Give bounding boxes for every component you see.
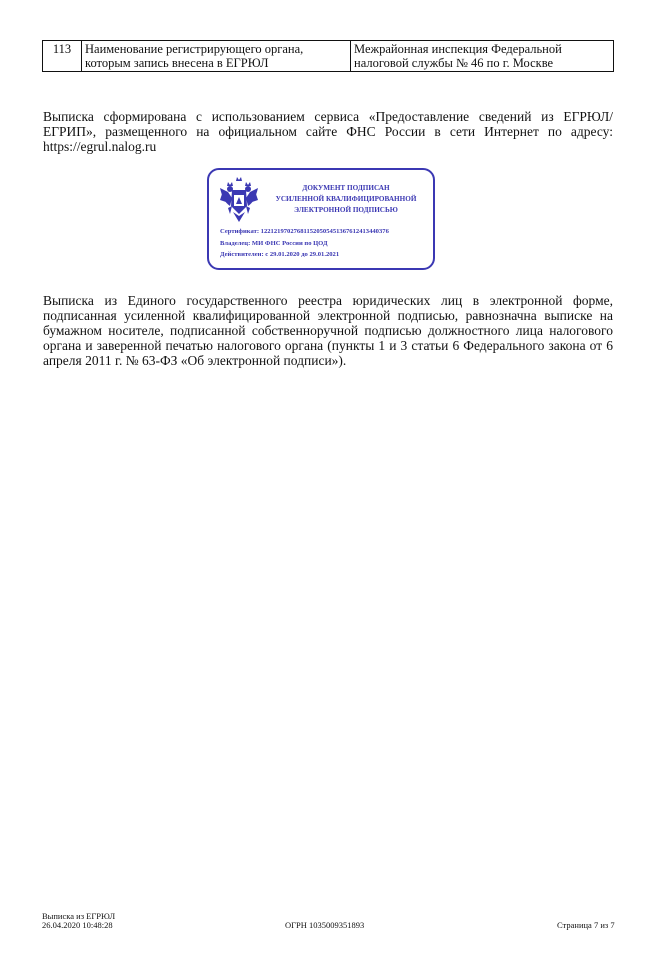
- stamp-title: [261, 183, 431, 216]
- stamp-validity: Действителен: с 29.01.2020 до 29.01.2021: [220, 251, 340, 258]
- register-table: [42, 40, 614, 72]
- footer-datetime: 26.04.2020 10:48:28: [42, 920, 113, 930]
- footer-ogrn: ОГРН 1035009351893: [285, 920, 365, 930]
- row-label: Наименование регистрирующего органа, которым запись внесена в ЕГРЮЛ: [82, 41, 351, 72]
- row-value: Межрайонная инспекция Федеральной налоговой службы № 46 по г. Москве: [351, 41, 614, 72]
- table-row: [43, 41, 614, 72]
- legal-paragraph: Выписка из Единого государственного реестра юридических лиц в электронной форме, подписанная усиленной квалифицированной электронной подписью, равнозначна выписке на бумажном носителе, подписанной собственноручной подписью должностного лица налогового органа и заверенной печатью налогового органа (пункты 1 и 3 статьи 6 Федерального закона от 6 апреля 2011 г. № 63-ФЗ «Об электронной подписи»).: [43, 293, 613, 368]
- stamp-title-line: ДОКУМЕНТ ПОДПИСАН: [302, 184, 390, 192]
- stamp-certificate: Сертификат: 122121970276811520505451367612413440376: [220, 228, 389, 235]
- russian-coat-of-arms-icon: [218, 176, 260, 224]
- stamp-title-line: УСИЛЕННОЙ КВАЛИФИЦИРОВАННОЙ: [275, 195, 417, 203]
- service-paragraph: Выписка сформирована с использованием сервиса «Предоставление сведений из ЕГРЮЛ/ЕГРИП», размещенного на официальном сайте ФНС России в сети Интернет по адресу: https://egrul.nalog.ru: [43, 109, 613, 154]
- row-number: 113: [43, 41, 82, 72]
- stamp-owner: Владелец: МИ ФНС России по ЦОД: [220, 240, 328, 247]
- stamp-title-line: ЭЛЕКТРОННОЙ ПОДПИСЬЮ: [294, 206, 398, 214]
- footer-document-info: [42, 912, 115, 930]
- footer-doc-name: Выписка из ЕГРЮЛ: [42, 911, 116, 921]
- footer-page-number: Страница 7 из 7: [557, 920, 615, 930]
- electronic-signature-stamp: [207, 168, 435, 270]
